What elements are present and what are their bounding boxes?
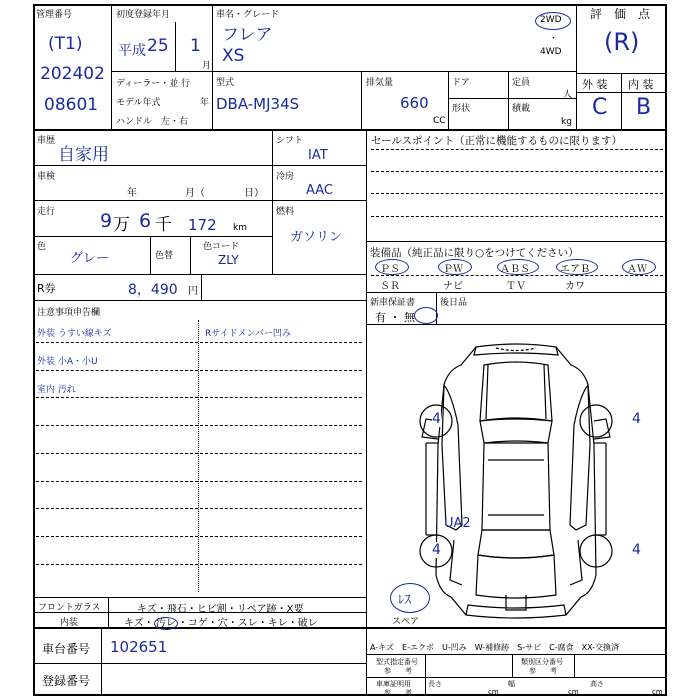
reg-era: 平成 [118,43,146,59]
divider [448,71,449,129]
model-spec-label: 型式指定番号 [376,658,418,666]
ext-label: 外 装 [582,78,608,91]
divider [212,4,213,129]
load-label: 積載 [512,104,531,114]
mileage-thousands: 6 [139,210,152,232]
insp-day: 日） [244,188,264,199]
divider [508,71,509,129]
divider [36,397,362,398]
recycle-value: 8，490 [128,282,178,298]
equip-sr[interactable]: ＳＲ [380,281,400,292]
model-spec-sub: 参 考 [384,667,412,675]
mileage-unit: km [233,223,247,233]
reg-month: 1 [190,36,201,56]
cert-sub: 参 考 [384,689,412,697]
disp-unit: CC [433,116,446,126]
equip-aw[interactable]: ＡＷ [627,264,647,275]
interior-item-scratch: キズ・ [124,618,154,629]
color-code-value: ZLY [218,253,239,267]
mgmt-number-2: 202402 [40,64,105,84]
equip-abs[interactable]: ＡＢＳ [500,264,530,275]
divider [33,663,366,664]
divider [366,627,367,696]
shift-value: IAT [308,148,328,163]
divider [33,236,272,237]
eval-score: (R) [604,28,640,56]
recycle-unit: 円 [188,286,198,297]
reg-year: 25 [147,36,169,56]
int-grade: B [636,95,652,120]
tire-rear-left: 4 [432,542,441,558]
cert-label: 車庫証明用 [376,680,411,688]
divider [190,236,191,274]
capacity-label: 定員 [512,78,531,88]
door-label: ドア [452,78,470,88]
interior-item-others: ・コゲ・穴・スレ・キレ・破レ [177,618,318,629]
note-interior-dirt: 室内 汚れ [37,385,76,395]
divider [272,165,366,166]
divider [33,165,272,166]
length-label: 長さ [428,680,442,688]
divider [108,597,109,627]
tire-front-left: 4 [432,411,441,427]
sales-point-label: セールスポイント（正常に機能するものに限ります） [371,135,623,147]
capacity-unit: 人 [563,90,573,100]
mileage-ten-thousands: 9 [100,210,113,232]
warranty-value: 有 ・ 無 [375,311,415,324]
history-value: 自家用 [58,145,109,165]
class-sub: 参 考 [529,667,557,675]
divider [576,4,577,129]
color-value: グレー [70,251,110,266]
mileage-units: 172 [188,216,217,234]
inspection-label: 車検 [37,172,56,182]
divider [512,654,513,677]
car-diagram [366,325,667,627]
divider [371,275,663,276]
int-label: 内 装 [628,78,654,91]
ac-value: AAC [306,183,333,198]
handle-label: ハンドル 左・右 [116,117,189,127]
mileage-sen: 千 [155,215,172,235]
divider [33,200,272,201]
equip-pw[interactable]: ＰＷ [443,264,463,275]
ac-label: 冷房 [276,172,295,182]
damage-legend: A-キズ E-エクボ U-凹み W-補修跡 S-サビ C-腐食 XX-交換済 [370,643,620,652]
divider [272,129,273,274]
mileage-label: 走行 [37,207,56,217]
insp-month: 月（ [185,188,205,199]
class-label: 類別区分番号 [521,658,563,666]
equip-tv[interactable]: ＴＶ [506,281,526,292]
name-label: 車名・グレード [216,10,280,20]
shift-label: シフト [276,136,304,146]
divider [36,453,362,454]
model-year-label: モデル年式 [116,98,161,108]
reg-number-label: 登録番号 [42,674,91,688]
car-grade: XS [222,46,245,66]
equip-ps[interactable]: ＰＳ [380,264,400,275]
equip-airbag[interactable]: エアＢ [560,264,590,275]
color-code-label: 色コード [203,242,240,252]
note-exterior-small: 外装 小A・小U [37,357,98,367]
equip-leather[interactable]: カワ [565,281,585,292]
color-change-label: 色替 [155,251,174,261]
type-label: 型式 [216,78,235,88]
drive-4wd[interactable]: 4WD [540,47,562,57]
warranty-none-circle [414,307,438,324]
divider [33,129,667,131]
height-unit: cm [652,688,663,696]
divider [111,71,576,72]
model-year-unit: 年 [200,98,210,108]
insp-year: 年 [127,188,137,199]
dealer-label: ディーラー・並 行 [116,79,191,89]
windshield-label: フロントガラス [38,603,101,613]
type-value: DBA-MJ34S [216,95,300,113]
divider [36,425,362,426]
divider [101,627,102,696]
divider [371,149,663,150]
length-unit: cm [488,688,499,696]
mgmt-label: 管理番号 [36,10,73,20]
divider [33,597,366,598]
mgmt-number-1: (T1) [48,34,83,54]
divider [371,193,663,194]
car-name: フレア [222,25,273,45]
divider [574,654,575,677]
divider [366,241,667,242]
divider [33,300,366,301]
fuel-label: 燃料 [276,207,295,217]
divider [425,654,426,696]
drive-sep: ・ [549,34,559,44]
divider [111,4,112,129]
divider [366,677,667,678]
divider [366,654,667,655]
divider [371,216,663,217]
disp-label: 排気量 [366,78,394,88]
notes-label: 注意事項申告欄 [37,308,101,318]
width-unit: cm [568,688,579,696]
spare-value: ﾚｽ [398,593,411,608]
divider [361,71,362,129]
divider [36,564,362,565]
mgmt-number-3: 08601 [44,95,99,115]
eval-label: 評 価 点 [590,7,651,21]
interior-items [124,614,318,629]
color-label: 色 [37,242,47,252]
interior-item-dirt[interactable]: 汚レ [155,618,176,629]
divider [150,236,151,274]
divider [36,342,362,343]
divider [36,481,362,482]
windshield-items: キズ・飛石・ヒビ割・リペア跡・X要 [137,604,304,615]
disp-value: 660 [400,94,429,112]
divider [371,171,663,172]
divider [448,98,576,99]
interior-label: 内装 [60,618,79,628]
later-items-label: 後日品 [440,298,468,308]
shape-label: 形状 [452,104,471,114]
fuel-value: ガソリン [290,230,343,245]
divider [175,22,176,71]
divider [33,274,366,275]
divider [366,292,667,293]
first-reg-label: 初度登録年月 [116,10,171,20]
divider [272,200,366,201]
warranty-label: 新車保証書 [370,298,416,308]
divider [201,274,202,300]
drive-2wd[interactable]: 2WD [540,15,562,25]
tire-rear-right: 4 [632,542,641,558]
spare-label: スペア [392,617,420,627]
note-side-member-dent: Rサイドメンバー凹み [205,329,291,339]
equip-navi[interactable]: ナビ [443,281,463,292]
history-label: 車歴 [37,136,56,146]
divider [198,320,199,592]
ext-grade: C [592,95,608,120]
equipment-label: 装備品（純正品に限り○をつけてください） [370,247,579,259]
mileage-man: 万 [113,215,130,235]
width-label: 幅 [508,680,515,688]
load-unit: kg [561,117,572,127]
divider [36,536,362,537]
divider [576,92,667,93]
note-exterior-scratch: 外装 うすい線キズ [37,329,112,339]
chassis-label: 車台番号 [42,642,91,656]
tire-front-right: 4 [632,411,641,427]
divider [621,73,622,129]
height-label: 高さ [590,680,604,688]
reg-month-unit: 月 [202,61,212,71]
recycle-label: R券 [37,282,56,295]
divider [36,370,362,371]
chassis-value: 102651 [110,638,168,656]
divider [36,508,362,509]
damage-code-ua2: UA2 [444,516,471,531]
